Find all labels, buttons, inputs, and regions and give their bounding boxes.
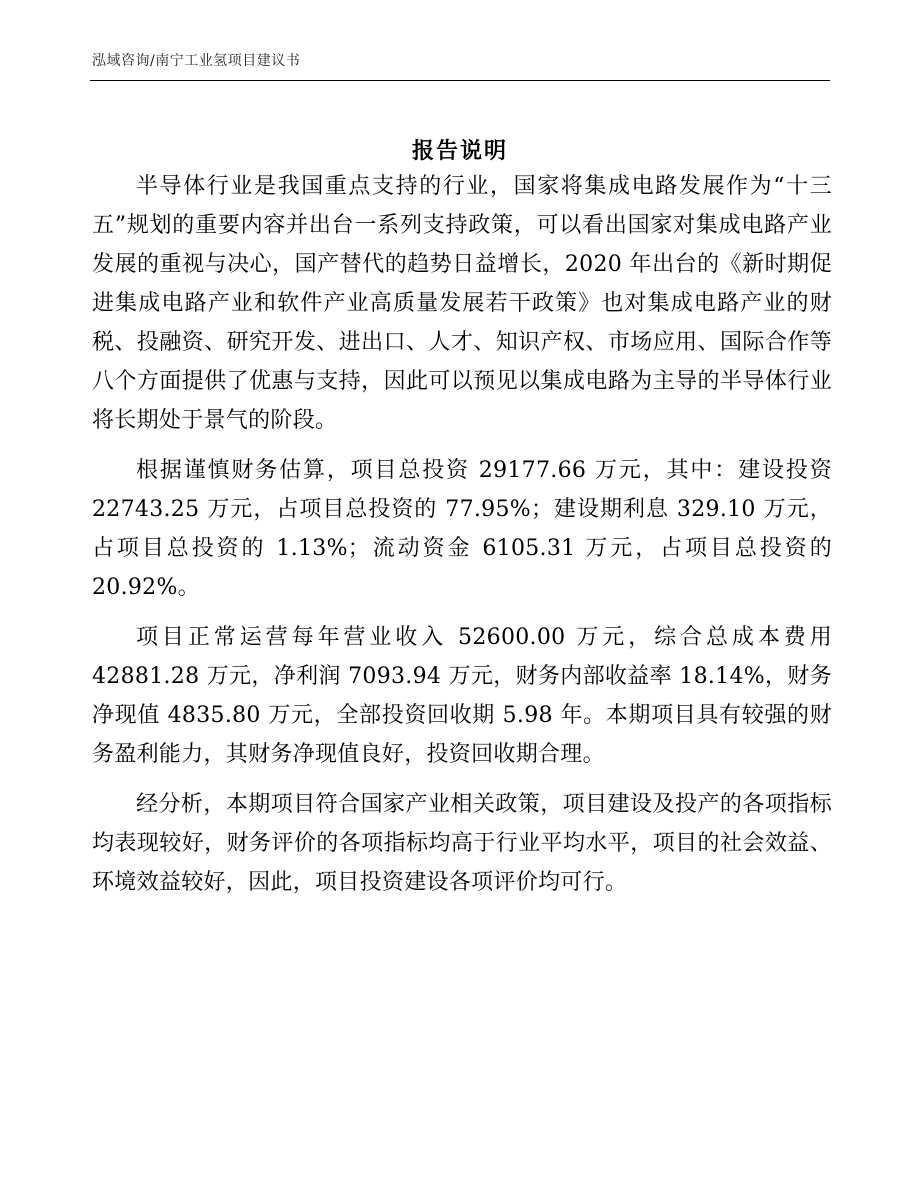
paragraph-conclusion: 经分析，本期项目符合国家产业相关政策，项目建设及投产的各项指标均表现较好，财务评价的各项指标均高于行业平均水平，项目的社会效益、环境效益较好，因此，项目投资建设各项评价均可行。	[92, 792, 832, 895]
running-header: 泓域咨询/南宁工业氢项目建议书	[92, 53, 301, 69]
section-title: 报告说明	[411, 137, 508, 164]
header-divider	[90, 80, 830, 81]
paragraph-financial-returns: 项目正常运营每年营业收入 52600.00 万元，综合总成本费用42881.28 万元，净利润 7093.94 万元，财务内部收益率 18.14%，财务净现值 4835.80 万元，全部投资回收期 5.98 年。本期项目具有较强的财务盈利能力，其财务净现值良好，投资回收期合理。	[92, 625, 832, 767]
body-text	[92, 167, 832, 913]
paragraph-investment-estimate: 根据谨慎财务估算，项目总投资 29177.66 万元，其中：建设投资22743.25 万元，占项目总投资的 77.95%；建设期利息 329.10 万元，占项目总投资的 1.13%；流动资金 6105.31 万元，占项目总投资的20.92%。	[92, 458, 832, 600]
paragraph-industry-background: 半导体行业是我国重点支持的行业，国家将集成电路发展作为“十三五”规划的重要内容并出台一系列支持政策，可以看出国家对集成电路产业发展的重视与决心，国产替代的趋势日益增长，2020 年出台的《新时期促进集成电路产业和软件产业高质量发展若干政策》也对集成电路产业的财税、投融资、研究开发、进出口、人才、知识产权、市场应用、国际合作等八个方面提供了优惠与支持，因此可以预见以集成电路为主导的半导体行业将长期处于景气的阶段。	[92, 174, 832, 433]
